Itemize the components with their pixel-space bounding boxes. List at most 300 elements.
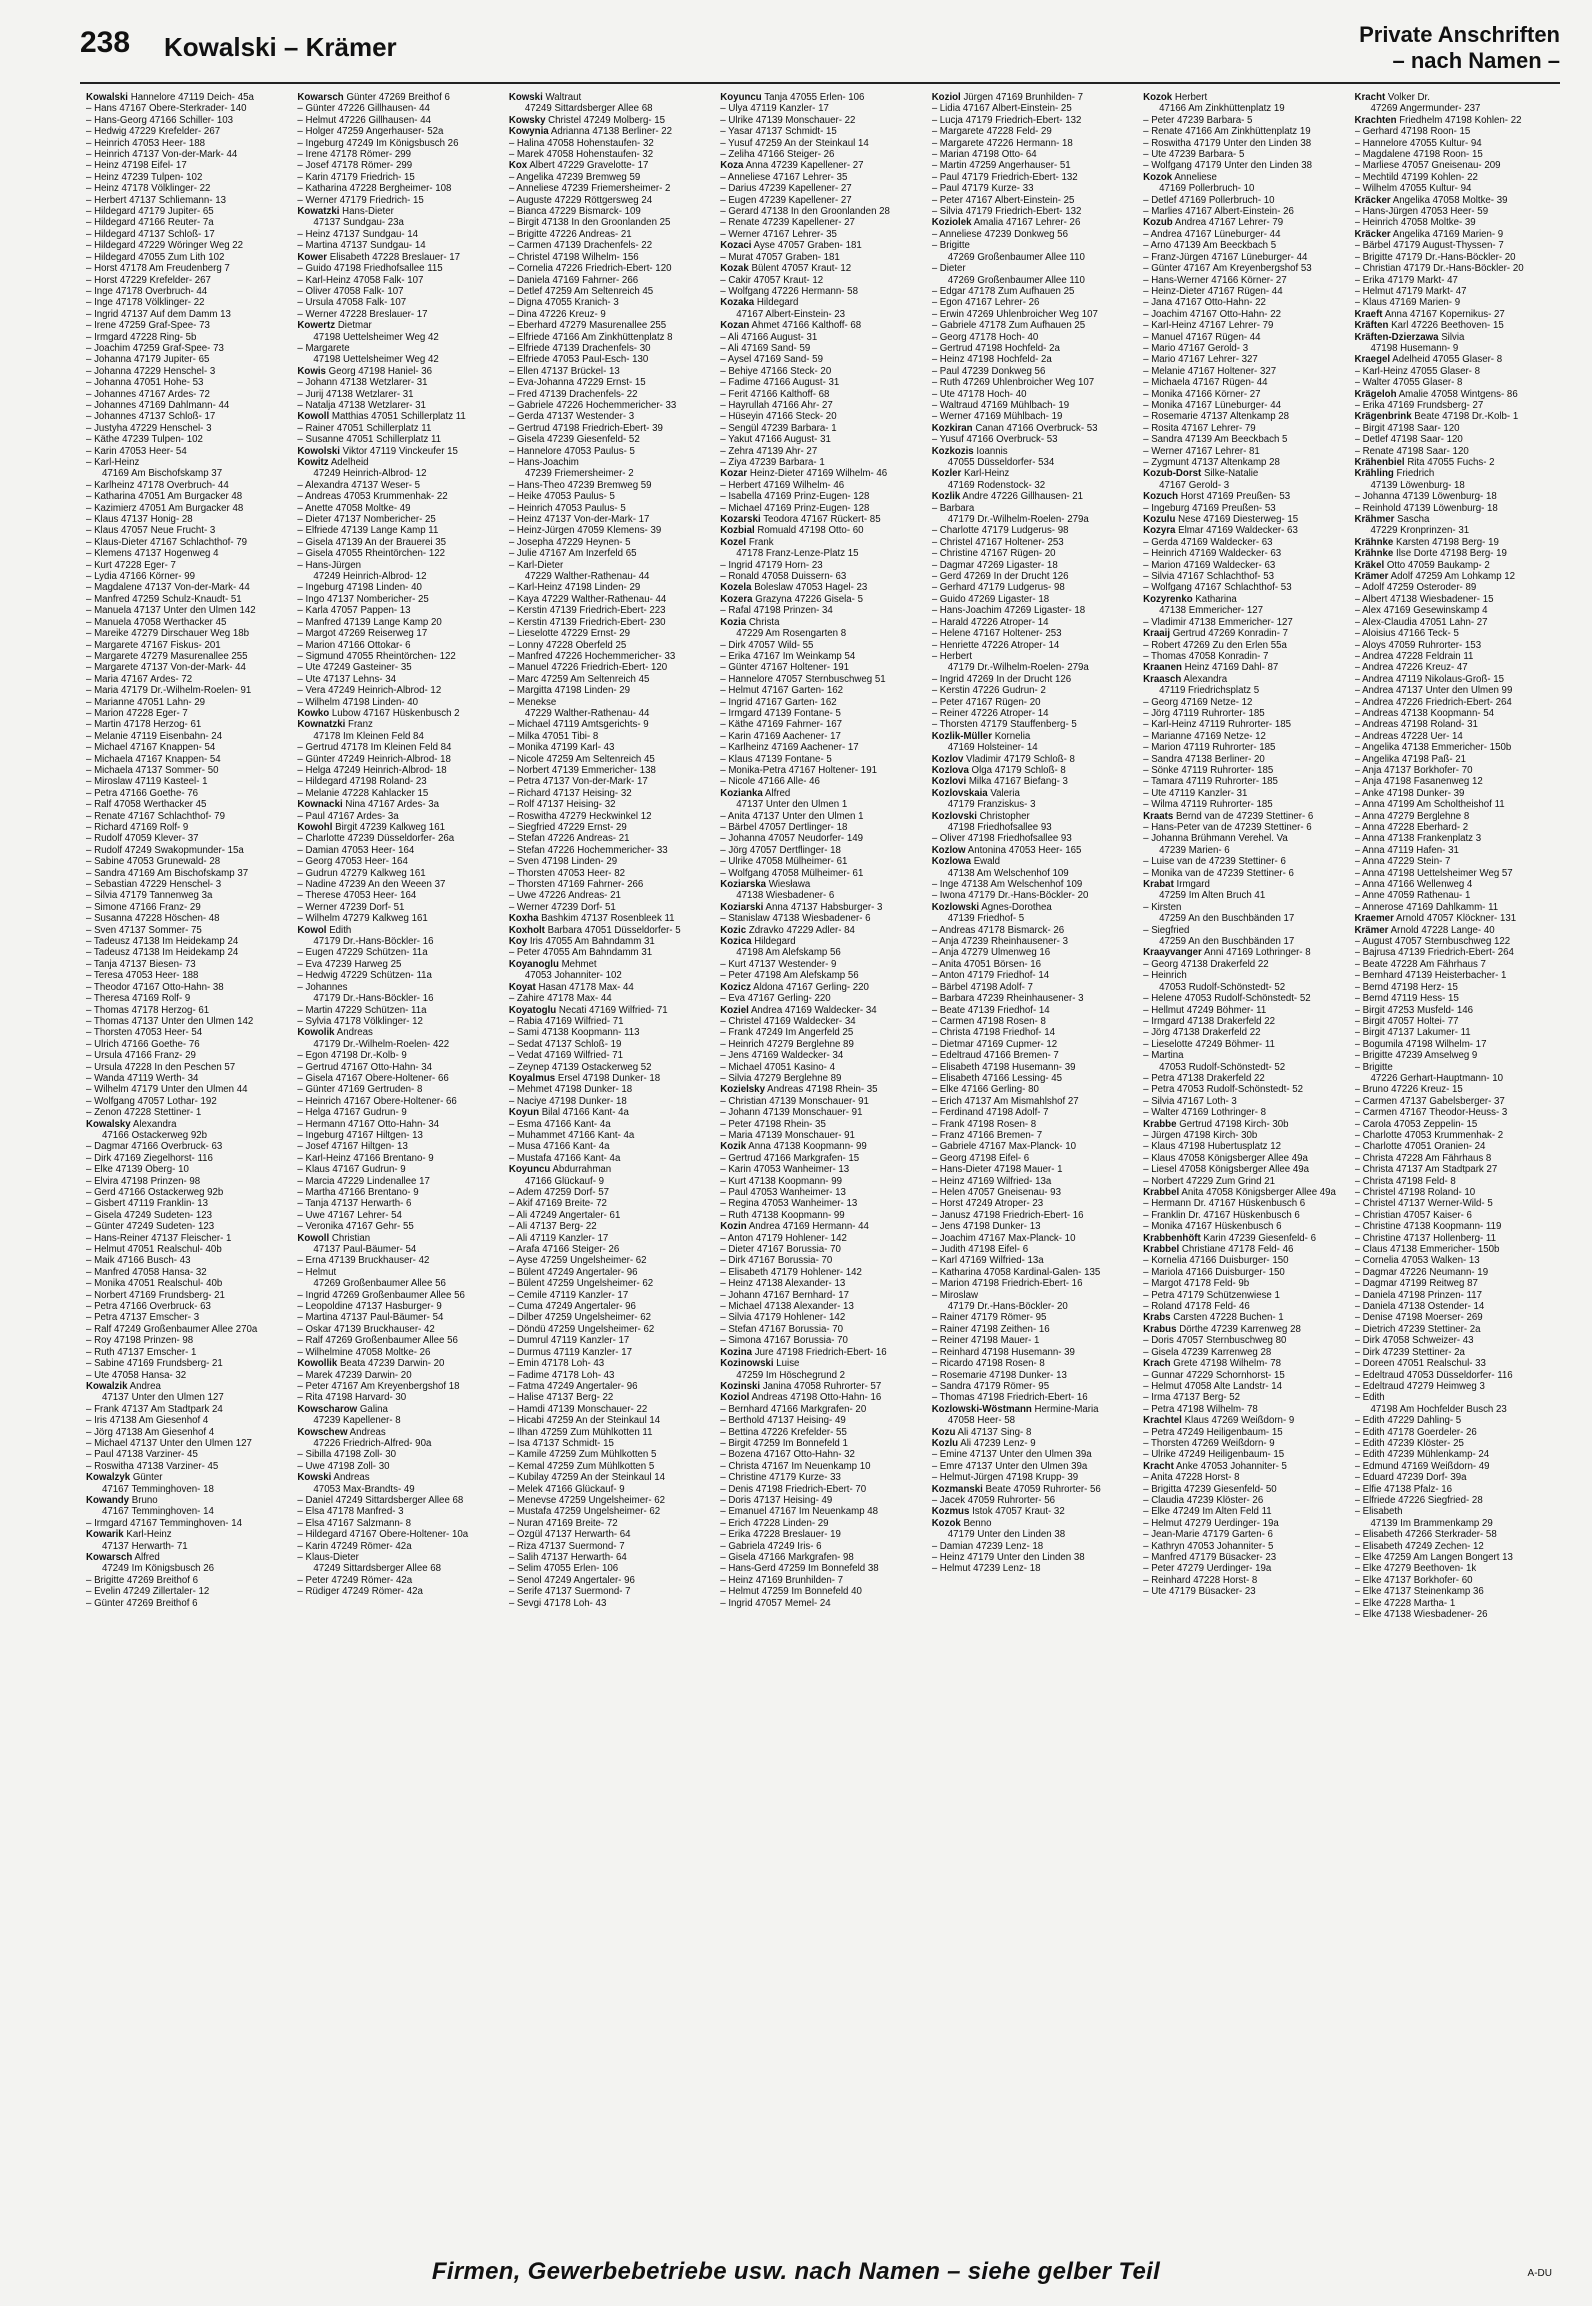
entry-text: – Ingeburg 47167 Hiltgen- 13 bbox=[297, 1129, 423, 1141]
entry-text: – Manuela 47137 Unter den Ulmen 142 bbox=[86, 605, 256, 617]
directory-entry bbox=[297, 776, 502, 787]
directory-entry bbox=[297, 400, 502, 411]
entry-text: – Brigitte 47179 Dr.-Hans-Böckler- 20 bbox=[1354, 251, 1516, 263]
entry-text: – Marion 47166 Ottokar- 6 bbox=[297, 639, 411, 651]
entry-text: – Norbert 47169 Frundsberg- 21 bbox=[86, 1289, 225, 1301]
entry-text: Christiane 47178 Feld- 46 bbox=[1181, 1244, 1294, 1256]
directory-entry bbox=[297, 1141, 502, 1152]
directory-entry bbox=[1355, 571, 1560, 582]
entry-text: – Andrea 47226 Kreuz- 47 bbox=[1354, 662, 1468, 674]
entry-text: – Peter 47198 Rhein- 35 bbox=[720, 1118, 826, 1130]
directory-entry bbox=[297, 263, 502, 274]
entry-text: – Zygmunt 47137 Altenkamp 28 bbox=[1143, 457, 1280, 468]
directory-entry bbox=[932, 605, 1137, 616]
directory-entry bbox=[720, 1005, 925, 1016]
directory-entry bbox=[509, 868, 714, 879]
directory-entry bbox=[1143, 1335, 1348, 1346]
entry-text: – Anton 47179 Friedhof- 14 bbox=[931, 970, 1050, 982]
entry-text: – Peter 47167 Am Kreyenbergshof 18 bbox=[297, 1380, 460, 1392]
directory-entry bbox=[86, 275, 291, 286]
entry-text: – Sedat 47137 Schloß- 19 bbox=[508, 1038, 622, 1050]
directory-entry bbox=[509, 1347, 714, 1358]
entry-text: – Birgit 47138 In den Groonlanden 25 bbox=[508, 217, 671, 229]
directory-entry bbox=[720, 548, 925, 559]
directory-entry bbox=[297, 674, 502, 685]
entry-text: – Monika van de 47239 Stettiner- 6 bbox=[1143, 867, 1294, 879]
directory-entry bbox=[1143, 845, 1348, 856]
entry-text: – Hans-Joachim 47269 Ligaster- 18 bbox=[931, 605, 1086, 617]
directory-entry bbox=[86, 685, 291, 696]
entry-text: – Julie 47167 Am Inzerfeld 65 bbox=[508, 548, 637, 560]
directory-entry bbox=[86, 1598, 291, 1609]
entry-text: – Anneliese 47239 Friemersheimer- 2 bbox=[508, 183, 671, 195]
entry-text: – Harald 47226 Atroper- 14 bbox=[931, 616, 1049, 628]
surname: Kowoll bbox=[297, 411, 330, 423]
entry-text: – Andrea 47137 Unter den Ulmen 99 bbox=[1354, 685, 1513, 697]
directory-entry bbox=[932, 719, 1137, 730]
entry-text: Agnes-Dorothea bbox=[981, 901, 1052, 913]
directory-entry bbox=[297, 1244, 502, 1255]
entry-text: – Silvia 47279 Berglehne 89 bbox=[720, 1072, 842, 1084]
entry-text: – Dagmar 47166 Overbruck- 63 bbox=[86, 1141, 223, 1153]
surname: Kowski bbox=[297, 1472, 332, 1484]
entry-text: – Gisbert 47119 Franklin- 13 bbox=[86, 1198, 209, 1210]
entry-text: – Hans 47167 Obere-Sterkrader- 140 bbox=[86, 103, 247, 115]
entry-text: 47169 Am Bischofskamp 37 bbox=[102, 468, 223, 480]
directory-entry bbox=[86, 742, 291, 753]
entry-text: – Barbara bbox=[931, 502, 975, 514]
entry-text: – Mario 47167 Gerold- 3 bbox=[1143, 342, 1249, 354]
directory-entry bbox=[1355, 1301, 1560, 1312]
entry-text: – Siegfried bbox=[1143, 924, 1190, 936]
surname: Krähenbiel bbox=[1354, 457, 1405, 468]
entry-text: Günter bbox=[132, 1472, 163, 1484]
directory-entry bbox=[1143, 605, 1348, 616]
entry-text: 47053 Johanniter- 102 bbox=[524, 970, 622, 982]
directory-entry bbox=[932, 1518, 1137, 1529]
directory-entry bbox=[86, 343, 291, 354]
entry-text: – Elfriede 47166 Am Zinkhüttenplatz 8 bbox=[508, 331, 673, 343]
entry-text: – Zahire 47178 Max- 44 bbox=[508, 993, 612, 1005]
directory-entry bbox=[1355, 537, 1560, 548]
entry-text: Arnold 47057 Klöckner- 131 bbox=[1396, 913, 1517, 925]
entry-text: – Darius 47239 Kapellener- 27 bbox=[720, 183, 852, 195]
directory-entry bbox=[932, 936, 1137, 947]
entry-text: – Rüdiger 47249 Römer- 42a bbox=[297, 1586, 423, 1598]
directory-entry bbox=[86, 400, 291, 411]
directory-entry bbox=[297, 1267, 502, 1278]
directory-entry bbox=[509, 468, 714, 479]
directory-entry bbox=[720, 776, 925, 787]
entry-text: – Hans-Jürgen bbox=[297, 559, 361, 571]
entry-text: Irmgard bbox=[1176, 879, 1210, 891]
entry-text: – Tadeusz 47138 Im Heidekamp 24 bbox=[86, 936, 239, 948]
directory-entry bbox=[720, 537, 925, 548]
entry-text: – Zeynep 47139 Ostackerweg 52 bbox=[508, 1061, 652, 1073]
entry-text: – Petra 47198 Wilhelm- 78 bbox=[1143, 1403, 1258, 1415]
entry-text: – Andrea 47119 Nikolaus-Groß- 15 bbox=[1354, 673, 1505, 685]
directory-entry bbox=[932, 697, 1137, 708]
directory-entry bbox=[720, 229, 925, 240]
directory-entry bbox=[932, 879, 1137, 890]
entry-text: 47167 Gerold- 3 bbox=[1159, 479, 1230, 491]
entry-text: Ersel 47198 Dunker- 18 bbox=[557, 1072, 661, 1084]
entry-text: – Naciye 47198 Dunker- 18 bbox=[508, 1095, 627, 1107]
directory-entry bbox=[509, 332, 714, 343]
entry-text: – Elisabeth 47249 Zechen- 12 bbox=[1354, 1540, 1484, 1552]
entry-text: – Melek 47166 Glückauf- 9 bbox=[508, 1483, 625, 1495]
entry-text: – Inge 47178 Overbruch- 44 bbox=[86, 285, 208, 297]
entry-text: – Menevse 47259 Ungelsheimer- 62 bbox=[508, 1494, 666, 1506]
directory-entry bbox=[297, 1084, 502, 1095]
entry-text: Matthias 47051 Schillerplatz 11 bbox=[331, 411, 466, 423]
entry-text: – Ingrid 47057 Memel- 24 bbox=[720, 1597, 831, 1609]
entry-text: 47058 Heer- 58 bbox=[947, 1415, 1016, 1427]
directory-entry bbox=[86, 890, 291, 901]
directory-entry bbox=[1355, 434, 1560, 445]
entry-text: – Brigitte bbox=[1354, 1061, 1393, 1073]
directory-entry bbox=[1143, 708, 1348, 719]
directory-entry bbox=[1143, 354, 1348, 365]
directory-entry bbox=[720, 183, 925, 194]
entry-text: 47239 Marien- 6 bbox=[1159, 844, 1230, 856]
entry-text: – Renate 47198 Saar- 120 bbox=[1354, 445, 1469, 457]
entry-text: – Peter 47167 Rügen- 20 bbox=[931, 696, 1041, 708]
entry-text: – Mehmet 47198 Dunker- 18 bbox=[508, 1084, 633, 1096]
entry-text: – Silvia 47179 Tannenweg 3a bbox=[86, 890, 213, 902]
directory-entry bbox=[297, 537, 502, 548]
directory-entry bbox=[1143, 731, 1348, 742]
entry-text: – Klaus 47058 Königsberger Allee 49a bbox=[1143, 1152, 1308, 1164]
directory-entry bbox=[720, 1107, 925, 1118]
entry-text: – Dirk 47169 Ziegelhorst- 116 bbox=[86, 1152, 213, 1164]
entry-text: – Michaela 47137 Sommer- 50 bbox=[86, 764, 219, 776]
directory-entry bbox=[1143, 1312, 1348, 1323]
entry-text: – Heinz 47239 Tulpen- 102 bbox=[86, 171, 203, 183]
entry-text: – Mechtild 47199 Kohlen- 22 bbox=[1354, 171, 1478, 183]
entry-text: Ali 47239 Lenz- 9 bbox=[960, 1437, 1036, 1449]
entry-text: – Sabine 47169 Frundsberg- 21 bbox=[86, 1358, 223, 1370]
directory-entry bbox=[1143, 263, 1348, 274]
entry-text: – Bozena 47167 Otto-Hahn- 32 bbox=[720, 1449, 855, 1461]
entry-text: – Charlotte 47053 Krummenhak- 2 bbox=[1354, 1129, 1504, 1141]
directory-entry bbox=[509, 1324, 714, 1335]
surname: Krabs bbox=[1143, 1312, 1171, 1324]
entry-text: – Magdalene 47198 Roon- 15 bbox=[1354, 149, 1483, 161]
entry-text: – Janusz 47198 Friedrich-Ebert- 16 bbox=[931, 1209, 1084, 1221]
directory-entry bbox=[1355, 1381, 1560, 1392]
directory-entry bbox=[1143, 947, 1348, 958]
directory-entry bbox=[297, 1221, 502, 1232]
directory-entry bbox=[720, 1518, 925, 1529]
entry-text: – Bettina 47226 Krefelder- 55 bbox=[720, 1426, 847, 1438]
directory-entry bbox=[509, 697, 714, 708]
directory-entry bbox=[297, 936, 502, 947]
surname: Kozielsky bbox=[720, 1084, 765, 1096]
entry-text: – Heinz 47198 Hochfeld- 2a bbox=[931, 354, 1052, 366]
entry-text: Sascha bbox=[1397, 514, 1430, 526]
directory-entry bbox=[1143, 1210, 1348, 1221]
entry-text: – Kaya 47229 Walther-Rathenau- 44 bbox=[508, 593, 667, 605]
directory-entry bbox=[297, 297, 502, 308]
surname: Kozarski bbox=[720, 514, 761, 526]
directory-entry bbox=[509, 286, 714, 297]
directory-entry bbox=[1143, 343, 1348, 354]
directory-entry bbox=[297, 503, 502, 514]
entry-text: – Rosemarie 47198 Dunker- 13 bbox=[931, 1369, 1067, 1381]
entry-text: Adrianna 47138 Berliner- 22 bbox=[550, 126, 673, 138]
entry-text: Vladimir 47179 Schloß- 8 bbox=[966, 753, 1075, 765]
directory-entry bbox=[86, 1575, 291, 1586]
directory-entry bbox=[509, 1255, 714, 1266]
directory-entry bbox=[1143, 890, 1348, 901]
surname: Krähmer bbox=[1354, 514, 1395, 526]
entry-text: Klaus 47269 Weißdorn- 9 bbox=[1184, 1415, 1295, 1427]
entry-text: – Klaus 47137 Honig- 28 bbox=[86, 514, 193, 526]
entry-text: – Muhammet 47166 Kant- 4a bbox=[508, 1129, 635, 1141]
directory-entry bbox=[297, 320, 502, 331]
directory-entry bbox=[720, 1141, 925, 1152]
directory-entry bbox=[720, 788, 925, 799]
directory-entry bbox=[1355, 1324, 1560, 1335]
directory-entry bbox=[1355, 879, 1560, 890]
entry-text: – Angelika 47239 Bremweg 59 bbox=[508, 171, 641, 183]
directory-entry bbox=[297, 1586, 502, 1597]
directory-entry bbox=[1143, 662, 1348, 673]
entry-text: – Marcia 47229 Lindenallee 17 bbox=[297, 1175, 430, 1187]
directory-entry bbox=[720, 434, 925, 445]
directory-entry bbox=[1143, 1541, 1348, 1552]
entry-text: – Helmut 47239 Lenz- 18 bbox=[931, 1563, 1041, 1575]
entry-text: – Christel 47198 Roland- 10 bbox=[1354, 1187, 1476, 1198]
entry-text: Anni 47169 Lothringer- 8 bbox=[1203, 947, 1311, 959]
entry-text: – Manfred 47226 Hochemmericher- 33 bbox=[508, 650, 676, 662]
entry-text: – Doreen 47051 Realschul- 33 bbox=[1354, 1358, 1486, 1370]
entry-text: – Emin 47178 Loh- 43 bbox=[508, 1358, 605, 1370]
entry-text: Edith bbox=[329, 924, 352, 936]
directory-entry bbox=[509, 103, 714, 114]
entry-text: – Mareike 47279 Dirschauer Weg 18b bbox=[86, 628, 249, 640]
entry-text: – Bernhard 47166 Markgrafen- 20 bbox=[720, 1403, 867, 1415]
directory-entry bbox=[86, 1495, 291, 1506]
entry-text: – Elisabeth 47166 Lessing- 45 bbox=[931, 1072, 1063, 1084]
directory-entry bbox=[509, 252, 714, 263]
directory-entry bbox=[297, 354, 502, 365]
directory-entry bbox=[720, 902, 925, 913]
directory-entry bbox=[297, 617, 502, 628]
directory-entry bbox=[932, 1301, 1137, 1312]
entry-text: – Johanna 47057 Neudorfer- 149 bbox=[720, 833, 863, 845]
entry-text: – Gisela 47239 Giesenfeld- 52 bbox=[508, 434, 640, 446]
directory-entry bbox=[932, 411, 1137, 422]
directory-entry bbox=[720, 1027, 925, 1038]
surname: Kowarsch bbox=[297, 92, 344, 103]
entry-text: Karl-Heinz bbox=[964, 468, 1010, 480]
entry-text: Andrea bbox=[129, 1380, 161, 1392]
directory-entry bbox=[720, 252, 925, 263]
entry-text: – Hannelore 47055 Kultur- 94 bbox=[1354, 137, 1482, 149]
directory-entry bbox=[86, 206, 291, 217]
entry-text: – Hüseyin 47166 Steck- 20 bbox=[720, 411, 837, 423]
directory-entry bbox=[720, 206, 925, 217]
directory-entry bbox=[297, 1312, 502, 1323]
directory-entry bbox=[932, 1392, 1137, 1403]
entry-text: – Eva 47239 Harweg 25 bbox=[297, 958, 402, 970]
entry-text: 47167 Albert-Einstein- 23 bbox=[736, 308, 846, 320]
entry-text: – Yakut 47166 August- 31 bbox=[720, 434, 831, 446]
entry-text: – Hayrullah 47166 Ahr- 27 bbox=[720, 399, 833, 411]
entry-text: – Halina 47058 Hohenstaufen- 32 bbox=[508, 137, 654, 149]
entry-text: – Karlheinz 47178 Overbruch- 44 bbox=[86, 479, 229, 491]
directory-entry bbox=[720, 1438, 925, 1449]
entry-text: Friedrich bbox=[1396, 468, 1435, 480]
entry-text: – Kurt 47138 Koopmann- 99 bbox=[720, 1175, 842, 1187]
entry-text: – Heinrich 47058 Moltke- 39 bbox=[1354, 217, 1476, 229]
surname: Kraanen bbox=[1143, 662, 1182, 674]
entry-text: – Anja 47137 Borkhofer- 70 bbox=[1354, 764, 1473, 776]
entry-text: – Barbara 47239 Rheinhausener- 3 bbox=[931, 993, 1084, 1005]
entry-text: – Manfred 47058 Hansa- 32 bbox=[86, 1266, 207, 1278]
entry-text: – Kerstin 47139 Friedrich-Ebert- 230 bbox=[508, 616, 666, 628]
entry-text: – Günter 47226 Gillhausen- 44 bbox=[297, 103, 430, 115]
entry-text: – Paul 47167 Ardes- 3a bbox=[297, 810, 399, 822]
entry-text: Dörthe 47239 Karrenweg 28 bbox=[1179, 1323, 1301, 1335]
entry-text: – Heinz 47169 Wilfried- 13a bbox=[931, 1175, 1052, 1187]
directory-entry bbox=[720, 1552, 925, 1563]
directory-entry bbox=[932, 845, 1137, 856]
surname: Kozbial bbox=[720, 525, 755, 537]
entry-text: – Sabine 47053 Grunewald- 28 bbox=[86, 856, 221, 868]
directory-entry bbox=[932, 1096, 1137, 1107]
entry-text: Wiesława bbox=[768, 879, 811, 891]
surname: Koy bbox=[508, 936, 528, 948]
directory-entry bbox=[297, 446, 502, 457]
surname: Kozela bbox=[720, 582, 752, 594]
directory-entry bbox=[1355, 936, 1560, 947]
entry-text: – Roland 47178 Feld- 46 bbox=[1143, 1301, 1250, 1313]
directory-entry bbox=[1143, 434, 1348, 445]
entry-text: – Hannelore 47057 Sternbuschweg 51 bbox=[720, 673, 886, 685]
directory-entry bbox=[720, 1461, 925, 1472]
entry-text: – Dumrul 47119 Kanzler- 17 bbox=[508, 1335, 630, 1347]
entry-text: – Egon 47167 Lehrer- 26 bbox=[931, 297, 1040, 309]
entry-text: – Birgit 47057 Holtei- 77 bbox=[1354, 1015, 1459, 1027]
entry-text: – Ali 47169 Sand- 59 bbox=[720, 342, 811, 354]
directory-entry bbox=[1355, 252, 1560, 263]
entry-text: 47137 Unter den Ulmen 1 bbox=[736, 799, 848, 811]
surname: Kozaci bbox=[720, 240, 752, 252]
surname: Krabbe bbox=[1143, 1118, 1177, 1130]
directory-entry bbox=[720, 149, 925, 160]
directory-entry bbox=[720, 913, 925, 924]
entry-text: – Gisela 47166 Markgrafen- 98 bbox=[720, 1552, 854, 1563]
directory-entry bbox=[86, 183, 291, 194]
directory-entry bbox=[86, 217, 291, 228]
directory-entry bbox=[1143, 811, 1348, 822]
entry-text: – Cornelia 47226 Friedrich-Ebert- 120 bbox=[508, 263, 672, 275]
entry-text: – Günter 47249 Sudeten- 123 bbox=[86, 1221, 215, 1233]
entry-text: – Kathryn 47053 Johanniter- 5 bbox=[1143, 1540, 1274, 1552]
directory-entry bbox=[509, 1267, 714, 1278]
directory-entry bbox=[1143, 411, 1348, 422]
directory-entry bbox=[1143, 252, 1348, 263]
entry-text: – Heinz-Jürgen 47059 Klemens- 39 bbox=[508, 525, 662, 537]
entry-text: – Karl-Heinz bbox=[86, 457, 140, 468]
entry-text: – Alex-Claudia 47051 Lahn- 27 bbox=[1354, 616, 1488, 628]
directory-entry bbox=[1143, 833, 1348, 844]
directory-entry bbox=[932, 1495, 1137, 1506]
entry-text: – Helmut 47226 Gillhausen- 44 bbox=[297, 114, 431, 126]
entry-text: – Martina 47137 Sundgau- 14 bbox=[297, 240, 426, 252]
entry-text: 47139 Friedhof- 5 bbox=[947, 913, 1025, 925]
directory-entry bbox=[1143, 1449, 1348, 1460]
entry-text: Heinz-Dieter 47169 Wilhelm- 46 bbox=[749, 468, 888, 480]
entry-text: – Musa 47166 Kant- 4a bbox=[508, 1141, 610, 1153]
entry-text: Bilal 47166 Kant- 4a bbox=[541, 1107, 629, 1119]
entry-text: – Charlotte 47239 Düsseldorfer- 26a bbox=[297, 833, 455, 845]
entry-text: – Peter 47198 Am Alefskamp 56 bbox=[720, 970, 859, 982]
entry-text: – Sönke 47119 Ruhrorter- 185 bbox=[1143, 764, 1274, 776]
directory-entry bbox=[1355, 183, 1560, 194]
directory-entry bbox=[1355, 172, 1560, 183]
directory-entry bbox=[1143, 799, 1348, 810]
directory-entry bbox=[1143, 1529, 1348, 1540]
entry-text: – Dieter bbox=[931, 263, 966, 275]
directory-entry bbox=[509, 765, 714, 776]
entry-text: – Ute 47058 Hansa- 32 bbox=[86, 1369, 187, 1381]
entry-text: – Michaela 47167 Rügen- 44 bbox=[1143, 377, 1268, 389]
directory-entry bbox=[297, 1415, 502, 1426]
entry-text: – Rudolf 47249 Swakopmunder- 15a bbox=[86, 844, 244, 856]
entry-text: Amalia 47167 Lehrer- 26 bbox=[973, 217, 1081, 229]
directory-entry bbox=[509, 1461, 714, 1472]
directory-entry bbox=[509, 959, 714, 970]
directory-entry bbox=[297, 582, 502, 593]
directory-entry bbox=[1355, 1449, 1560, 1460]
entry-text: – Heinrich 47137 Von-der-Mark- 44 bbox=[86, 149, 238, 161]
directory-entry bbox=[932, 1278, 1137, 1289]
directory-entry bbox=[1143, 503, 1348, 514]
entry-text: – Salih 47137 Herwarth- 64 bbox=[508, 1552, 627, 1563]
entry-text: – Dirk 47239 Stettiner- 2a bbox=[1354, 1346, 1465, 1358]
entry-text: – Dieter 47167 Borussia- 70 bbox=[720, 1244, 841, 1256]
entry-text: Frank bbox=[748, 536, 774, 548]
entry-text: – Hannelore 47053 Paulus- 5 bbox=[508, 445, 635, 457]
directory-entry bbox=[1355, 1506, 1560, 1517]
directory-entry bbox=[1355, 491, 1560, 502]
directory-entry bbox=[1355, 1096, 1560, 1107]
directory-entry bbox=[932, 1244, 1137, 1255]
surname: Kownatzki bbox=[297, 719, 346, 731]
entry-text: – Werner 47239 Dorf- 51 bbox=[508, 901, 616, 913]
entry-text: – Petra 47249 Heiligenbaum- 15 bbox=[1143, 1426, 1283, 1438]
directory-entry bbox=[1355, 1244, 1560, 1255]
directory-entry bbox=[297, 525, 502, 536]
entry-text: Alfred bbox=[764, 787, 791, 799]
directory-entry bbox=[86, 1176, 291, 1187]
entry-text: – Bärbel 47198 Adolf- 7 bbox=[931, 981, 1033, 993]
surname: Kowol bbox=[297, 924, 327, 936]
directory-entry bbox=[1355, 754, 1560, 765]
directory-entry bbox=[1355, 525, 1560, 536]
directory-entry bbox=[86, 514, 291, 525]
entry-text: – Bianca 47229 Bismarck- 109 bbox=[508, 206, 641, 218]
directory-entry bbox=[86, 491, 291, 502]
entry-text: – Heinrich 47279 Berglehne 89 bbox=[720, 1038, 854, 1050]
directory-entry bbox=[720, 92, 925, 103]
directory-entry bbox=[1143, 754, 1348, 765]
entry-text: – Werner 47228 Breslauer- 17 bbox=[297, 308, 428, 320]
